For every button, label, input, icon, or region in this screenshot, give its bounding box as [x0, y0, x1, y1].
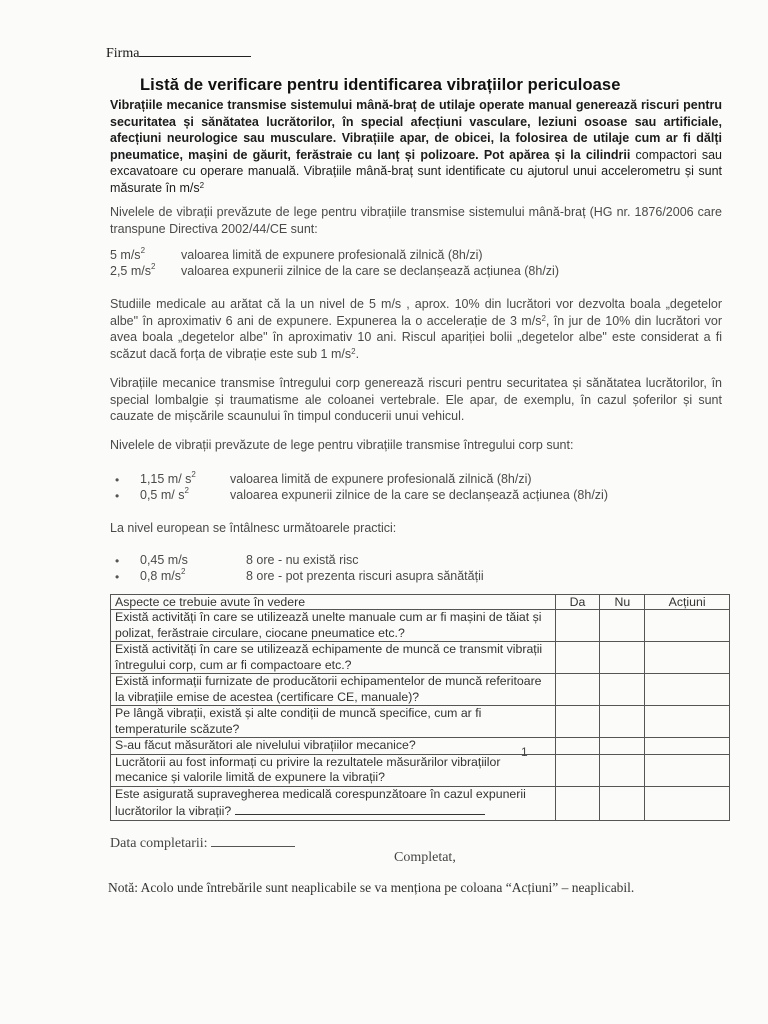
- european-desc-2: 8 ore - pot prezenta riscuri asupra sănătății: [246, 569, 484, 583]
- completed-by-label: Completat,: [394, 850, 456, 865]
- bullet-wb-2: •: [115, 489, 120, 503]
- cell-actiuni[interactable]: [645, 674, 730, 706]
- european-desc-1: 8 ore - nu există risc: [246, 553, 359, 567]
- cell-actiuni[interactable]: [645, 738, 730, 755]
- cell-actiuni[interactable]: [645, 754, 730, 786]
- row-question-cell: [111, 786, 556, 820]
- cell-da[interactable]: [555, 738, 600, 755]
- row-question: Lucrătorii au fost informați cu privire la rezultatele măsurărilor vibrațiilor mecanice și valorile limită de expunere la vibrații?: [111, 754, 556, 786]
- european-value-1: 0,45 m/s: [140, 553, 188, 567]
- intro-sup: 2: [199, 180, 205, 190]
- cell-nu[interactable]: [600, 786, 645, 820]
- page-title: Listă de verificare pentru identificarea vibrațiilor periculoase: [140, 76, 621, 94]
- row-question: Există activități în care se utilizează unelte manuale cum ar fi mașini de tăiat și polizat, ferăstraie circulare, ciocane pneumatice etc.?: [111, 610, 556, 642]
- cell-nu[interactable]: [600, 642, 645, 674]
- wholebody-limit-desc-2: valoarea expunerii zilnice de la care se declanșează acțiunea (8h/zi): [230, 488, 608, 502]
- table-row: [111, 738, 730, 755]
- cell-da[interactable]: [555, 786, 600, 820]
- cell-actiuni[interactable]: [645, 786, 730, 820]
- cell-da[interactable]: [555, 706, 600, 738]
- cell-actiuni[interactable]: [645, 610, 730, 642]
- header-nu: Nu: [600, 595, 645, 610]
- handarm-limit-desc-1: valoarea limită de expunere profesională zilnică (8h/zi): [181, 248, 483, 262]
- handarm-intro: Nivelele de vibrații prevăzute de lege pentru vibrațiile transmise sistemului mână-braț (HG nr. 1876/2006 care transpune Directiva 2002/44/CE sunt:: [110, 205, 722, 236]
- handarm-limit-value-2: 2,5 $m/s^2$: [110, 262, 156, 278]
- firma-label: Firma: [106, 46, 140, 61]
- table-row: [111, 706, 730, 738]
- cell-nu[interactable]: [600, 674, 645, 706]
- bullet-eu-2: •: [115, 570, 120, 584]
- completion-date-blank[interactable]: [211, 834, 295, 847]
- cell-da[interactable]: [555, 674, 600, 706]
- header-actiuni: Acțiuni: [645, 595, 730, 610]
- table-row: [111, 674, 730, 706]
- cell-nu[interactable]: [600, 754, 645, 786]
- answer-blank-line[interactable]: [235, 802, 485, 815]
- completion-date-label: Data completarii:: [110, 836, 208, 851]
- row-question: Există activități în care se utilizează echipamente de muncă ce transmit vibrații întregului corp, cum ar fi compactoare etc.?: [111, 642, 556, 674]
- header-da: Da: [555, 595, 600, 610]
- intro-paragraph: [110, 97, 722, 196]
- medical-studies-paragraph: Studiile medicale au arătat că la un nivel de 5 m/s , aprox. 10% din lucrători vor dezvolta boala „degetelor albe" în aproximativ 6 ani de expunere. Expunerea la o accelerație de 3 $m/s^2$, în jur de 10% din lucrători vor avea boala „degetelor albe" în aproximativ 10 ani. Riscul apariției bolii „degetelor albe" este considerat a fi scăzut dacă forța de vibrație este sub 1 $m/s^2$.: [110, 297, 722, 361]
- cell-actiuni[interactable]: [645, 706, 730, 738]
- cell-da[interactable]: [555, 610, 600, 642]
- table-header-row: [111, 595, 730, 610]
- intro-bold-text: Vibrațiile mecanice transmise sistemului mână-braț de utilaje operate manual generează riscuri pentru securitatea și sănătatea lucrătorilor, în special afecțiuni vasculare, leziuni osoase sau artificiale, afecțiuni neurologice sau musculare. Vibrațiile apar, de obicei, la folosirea de utilaje cum ar fi dălți pneumatice, mașini de găurit, ferăstraie cu lanț și polizoare. Pot apărea și la cilindrii: [110, 98, 722, 162]
- row-question: Este asigurată supravegherea medicală corespunzătoare în cazul expunerii lucrătorilor la vibrații?: [115, 786, 526, 818]
- cell-da[interactable]: [555, 754, 600, 786]
- intro-normal-text: compactori sau excavatoare cu operare manuală. Vibrațiile mână-braț sunt identificate cu ajutorul unui accelerometru și sunt măsurate în m/s: [110, 147, 722, 195]
- table-row: [111, 754, 730, 786]
- firma-field: [106, 44, 251, 62]
- bullet-wb-1: •: [115, 473, 120, 487]
- wholebody-limit-desc-1: valoarea limită de expunere profesională zilnică (8h/zi): [230, 472, 532, 486]
- cell-nu[interactable]: [600, 738, 645, 755]
- handwritten-mark: 1: [521, 745, 528, 759]
- cell-nu[interactable]: [600, 610, 645, 642]
- checklist-table: [110, 594, 730, 821]
- table-row: [111, 610, 730, 642]
- row-question: S-au făcut măsurători ale nivelului vibrațiilor mecanice?: [111, 738, 556, 755]
- cell-nu[interactable]: [600, 706, 645, 738]
- handarm-limit-desc-2: valoarea expunerii zilnice de la care se declanșează acțiunea (8h/zi): [181, 264, 559, 278]
- wholebody-intro: Nivelele de vibrații prevăzute de lege pentru vibrațiile transmise întregului corp sunt:: [110, 438, 574, 452]
- header-aspects: Aspecte ce trebuie avute în vedere: [111, 595, 556, 610]
- firma-blank-line[interactable]: [139, 44, 251, 57]
- wholebody-limit-value-1: 1,15 m/ $s^2$: [140, 470, 196, 486]
- cell-da[interactable]: [555, 642, 600, 674]
- wholebody-paragraph: Vibrațiile mecanice transmise întregului corp generează riscuri pentru securitatea și sănătatea lucrătorilor, în special lombalgie și traumatisme ale coloanei vertebrale. Ele apar, de exemplu, în cazul șoferilor și sunt cauzate de mișcările scaunului în timpul conducerii unui vehicul.: [110, 376, 722, 423]
- row-question: Pe lângă vibrații, există și alte condiții de muncă specifice, cum ar fi temperaturile scăzute?: [111, 706, 556, 738]
- table-row: [111, 786, 730, 820]
- row-question: Există informații furnizate de producătorii echipamentelor de muncă referitoare la vibrațiile emise de acestea (certificare CE, manuale)?: [111, 674, 556, 706]
- table-row: [111, 642, 730, 674]
- completion-date: [110, 834, 295, 852]
- note-text: Notă: Acolo unde întrebările sunt neaplicabile se va menționa pe coloana “Acțiuni” – neaplicabil.: [108, 880, 635, 895]
- wholebody-limit-value-2: 0,5 m/ $s^2$: [140, 486, 189, 502]
- bullet-eu-1: •: [115, 554, 120, 568]
- european-value-2: 0,8 $m/s^2$: [140, 567, 186, 583]
- cell-actiuni[interactable]: [645, 642, 730, 674]
- european-intro: La nivel european se întâlnesc următoarele practici:: [110, 521, 397, 535]
- handarm-limit-value-1: 5 $m/s^2$: [110, 246, 146, 262]
